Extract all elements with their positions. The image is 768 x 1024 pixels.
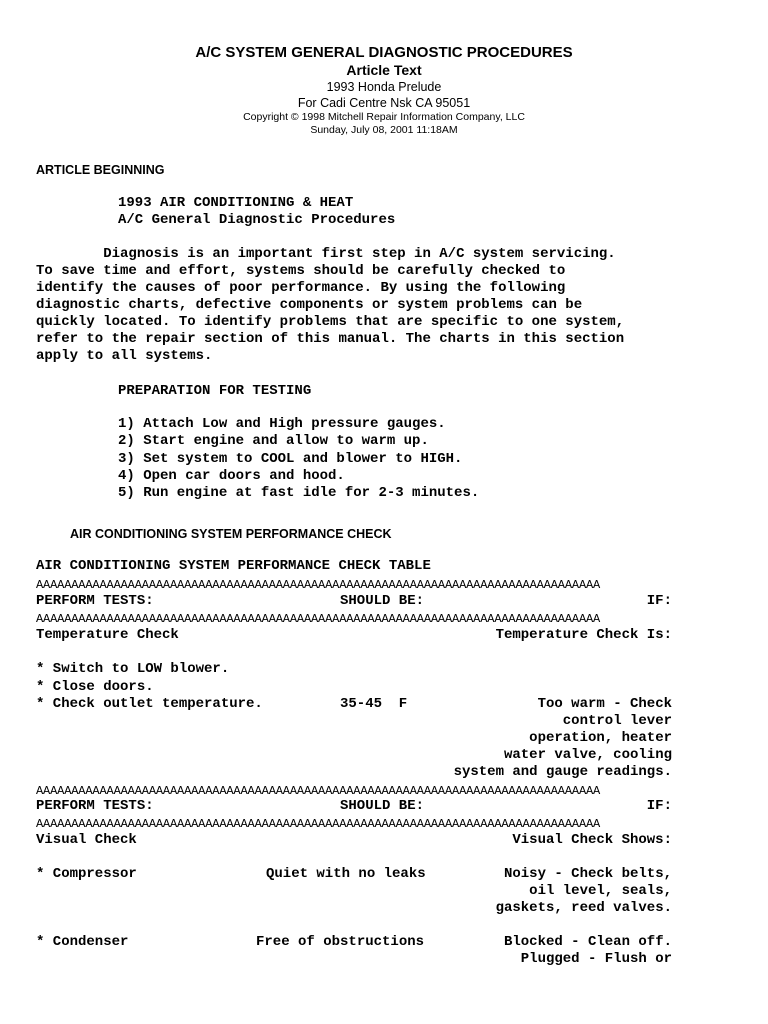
condenser-if-line: Blocked - Clean off. — [503, 934, 672, 950]
condenser-item: * Condenser — [36, 934, 129, 950]
prep-step: 5) Run engine at fast idle for 2-3 minutes. — [118, 485, 480, 501]
date-line: Sunday, July 08, 2001 11:18AM — [310, 124, 458, 136]
temperature-should-be: 35-45 F — [340, 696, 408, 712]
temperature-check-row — [36, 627, 672, 644]
visual-check-if-label: Visual Check Shows: — [512, 832, 672, 848]
prep-heading: PREPARATION FOR TESTING — [118, 383, 312, 399]
visual-check-row — [36, 832, 672, 849]
temperature-if-line: system and gauge readings. — [453, 764, 672, 780]
article-beginning-heading: ARTICLE BEGINNING — [36, 163, 165, 177]
vehicle-line: 1993 Honda Prelude — [326, 80, 442, 94]
prep-step: 4) Open car doors and hood. — [118, 468, 345, 484]
temperature-if-line: operation, heater — [529, 730, 672, 746]
temperature-step: * Close doors. — [36, 679, 154, 695]
col-if-header: IF: — [646, 798, 672, 814]
intro-line: identify the causes of poor performance. By using the following — [36, 280, 566, 296]
intro-line: refer to the repair section of this manual. The charts in this section — [36, 331, 625, 347]
compressor-should-be: Quiet with no leaks — [266, 866, 426, 882]
customer-line: For Cadi Centre Nsk CA 95051 — [297, 96, 471, 110]
col-if-header: IF: — [646, 593, 672, 609]
document-title: A/C SYSTEM GENERAL DIAGNOSTIC PROCEDURES — [195, 44, 573, 61]
table-rule: AAAAAAAAAAAAAAAAAAAAAAAAAAAAAAAAAAAAAAAAAAAAAAAAAAAAAAAAAAAAAAAAAAAAAAAAAAAAAAAA — [36, 612, 601, 626]
temperature-check-label: Temperature Check — [36, 627, 179, 643]
temperature-if-line: control lever — [562, 713, 672, 729]
table-title: AIR CONDITIONING SYSTEM PERFORMANCE CHECK TABLE — [36, 558, 431, 574]
prep-step: 2) Start engine and allow to warm up. — [118, 433, 429, 449]
temperature-check-if-label: Temperature Check Is: — [495, 627, 672, 643]
condenser-if-line: Plugged - Flush or — [520, 951, 672, 967]
col-should-header: SHOULD BE: — [340, 593, 425, 609]
temperature-if-line: water valve, cooling — [503, 747, 672, 763]
intro-line: quickly located. To identify problems that are specific to one system, — [36, 314, 625, 330]
col-tests-header: PERFORM TESTS: — [36, 593, 154, 609]
compressor-if-line: gaskets, reed valves. — [495, 900, 672, 916]
compressor-if-line: oil level, seals, — [529, 883, 672, 899]
col-tests-header: PERFORM TESTS: — [36, 798, 154, 814]
performance-check-heading: AIR CONDITIONING SYSTEM PERFORMANCE CHECK — [70, 527, 392, 541]
condenser-should-be: Free of obstructions — [256, 934, 425, 950]
document-subtitle: Article Text — [346, 62, 422, 78]
temperature-step: * Check outlet temperature. — [36, 696, 263, 712]
prep-step: 3) Set system to COOL and blower to HIGH. — [118, 451, 463, 467]
prep-step: 1) Attach Low and High pressure gauges. — [118, 416, 446, 432]
section-title: 1993 AIR CONDITIONING & HEAT — [118, 195, 354, 211]
table-header-row — [36, 593, 672, 610]
table-rule: AAAAAAAAAAAAAAAAAAAAAAAAAAAAAAAAAAAAAAAAAAAAAAAAAAAAAAAAAAAAAAAAAAAAAAAAAAAAAAAA — [36, 578, 601, 592]
copyright-line: Copyright © 1998 Mitchell Repair Information Company, LLC — [243, 111, 525, 123]
visual-check-label: Visual Check — [36, 832, 137, 848]
intro-line: To save time and effort, systems should be carefully checked to — [36, 263, 566, 279]
temperature-step: * Switch to LOW blower. — [36, 661, 230, 677]
intro-line: diagnostic charts, defective components or system problems can be — [36, 297, 583, 313]
col-should-header: SHOULD BE: — [340, 798, 425, 814]
intro-line: apply to all systems. — [36, 348, 213, 364]
table-rule: AAAAAAAAAAAAAAAAAAAAAAAAAAAAAAAAAAAAAAAAAAAAAAAAAAAAAAAAAAAAAAAAAAAAAAAAAAAAAAAA — [36, 817, 601, 831]
table-rule: AAAAAAAAAAAAAAAAAAAAAAAAAAAAAAAAAAAAAAAAAAAAAAAAAAAAAAAAAAAAAAAAAAAAAAAAAAAAAAAA — [36, 784, 601, 798]
intro-line: Diagnosis is an important first step in A/C system servicing. — [36, 246, 616, 262]
table-header-row — [36, 798, 672, 815]
temperature-if-line: Too warm - Check — [537, 696, 672, 712]
section-subtitle: A/C General Diagnostic Procedures — [118, 212, 396, 228]
compressor-item: * Compressor — [36, 866, 137, 882]
document-header — [0, 44, 768, 137]
compressor-if-line: Noisy - Check belts, — [503, 866, 672, 882]
